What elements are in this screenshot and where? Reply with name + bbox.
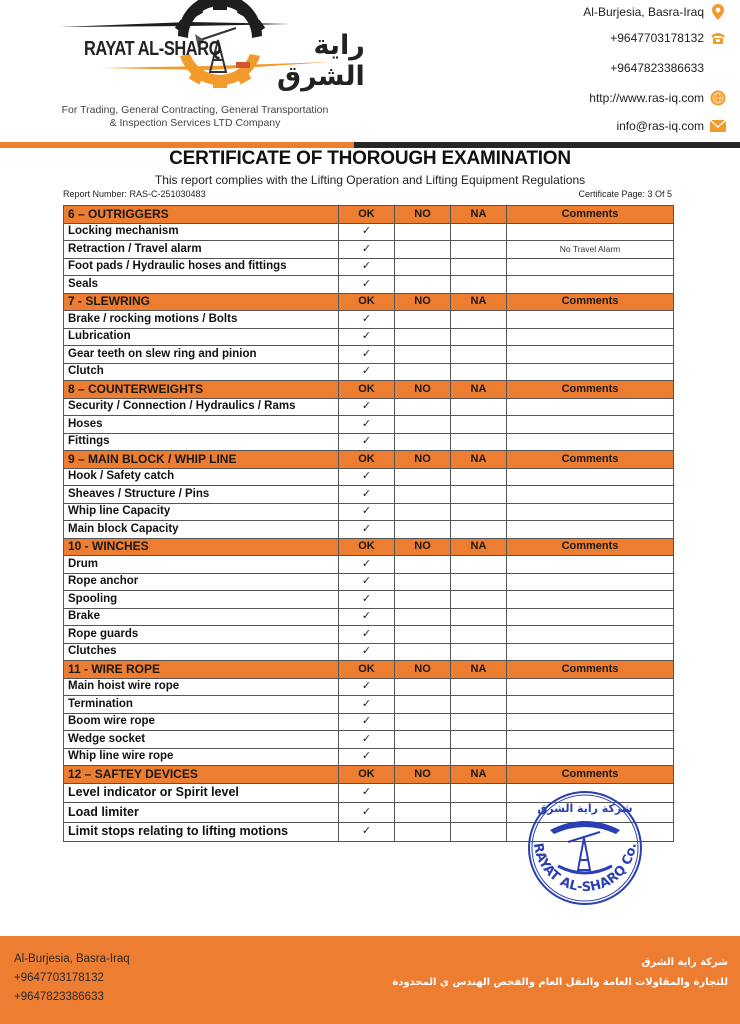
table-row [64,223,674,241]
checkmark-icon: ✓ [361,225,372,238]
ok-cell[interactable] [339,803,395,823]
comment-cell[interactable] [507,696,674,714]
checkmark-icon: ✓ [361,697,372,710]
comment-cell[interactable] [507,276,674,294]
column-header-na: NA [451,206,507,224]
ok-cell[interactable] [339,258,395,276]
column-header-no: NO [395,766,451,784]
na-cell[interactable] [451,573,507,591]
ok-cell[interactable] [339,748,395,766]
inspection-item: Whip line Capacity [64,503,339,521]
comment-cell[interactable] [507,678,674,696]
checkmark-icon: ✓ [361,365,372,378]
location-pin-icon [710,4,726,20]
ok-cell[interactable] [339,521,395,539]
section-header-row [64,538,674,556]
inspection-item: Brake / rocking motions / Bolts [64,311,339,329]
no-cell[interactable] [395,783,451,803]
no-cell[interactable] [395,803,451,823]
no-cell[interactable] [395,748,451,766]
ok-cell[interactable] [339,643,395,661]
no-cell[interactable] [395,608,451,626]
comment-cell[interactable] [507,748,674,766]
column-header-no: NO [395,661,451,679]
ok-cell[interactable] [339,556,395,574]
comment-cell[interactable] [507,626,674,644]
column-header-comments: Comments [507,451,674,469]
contact-address [583,2,726,22]
page-footer [0,936,740,1024]
table-row [64,556,674,574]
column-header-ok: OK [339,766,395,784]
no-cell[interactable] [395,433,451,451]
ok-cell[interactable] [339,486,395,504]
section-title: 10 - WINCHES [64,538,339,556]
no-cell[interactable] [395,822,451,842]
na-cell[interactable] [451,416,507,434]
no-cell[interactable] [395,626,451,644]
na-cell[interactable] [451,486,507,504]
checkmark-icon: ✓ [361,610,372,623]
checkmark-icon: ✓ [361,417,372,430]
inspection-item: Rope guards [64,626,339,644]
no-cell[interactable] [395,276,451,294]
no-cell[interactable] [395,468,451,486]
ok-cell[interactable] [339,783,395,803]
checkmark-icon: ✓ [361,522,372,535]
footer-arabic-line-1: شركة راية الشرق [641,957,728,968]
table-row [64,731,674,749]
ok-cell[interactable] [339,573,395,591]
section-header-row [64,381,674,399]
contact-email[interactable] [616,116,726,136]
inspection-item: Level indicator or Spirit level [64,783,339,803]
column-header-na: NA [451,381,507,399]
no-cell[interactable] [395,346,451,364]
footer-phone-1[interactable]: +9647703178132 [14,972,104,984]
ok-cell[interactable] [339,311,395,329]
no-cell[interactable] [395,643,451,661]
no-cell[interactable] [395,328,451,346]
comment-cell[interactable] [507,521,674,539]
section-title: 12 – SAFTEY DEVICES [64,766,339,784]
inspection-item: Foot pads / Hydraulic hoses and fittings [64,258,339,276]
contact-email-link[interactable]: info@ras-iq.com [616,119,704,133]
column-header-ok: OK [339,206,395,224]
checkmark-icon: ✓ [361,732,372,745]
ok-cell[interactable] [339,398,395,416]
company-tagline [40,104,350,130]
no-cell[interactable] [395,223,451,241]
no-cell[interactable] [395,678,451,696]
footer-arabic-company [392,953,728,993]
section-title: 11 - WIRE ROPE [64,661,339,679]
checkmark-icon: ✓ [361,825,372,838]
checkmark-icon: ✓ [361,627,372,640]
checkmark-icon: ✓ [361,435,372,448]
company-stamp [520,790,650,910]
inspection-item: Main block Capacity [64,521,339,539]
ok-cell[interactable] [339,223,395,241]
tagline-line-2: & Inspection Services LTD Company [109,117,281,129]
section-title: 8 – COUNTERWEIGHTS [64,381,339,399]
na-cell[interactable] [451,803,507,823]
examination-table [63,205,674,842]
column-header-na: NA [451,293,507,311]
column-header-comments: Comments [507,766,674,784]
na-cell[interactable] [451,608,507,626]
checkmark-icon: ✓ [361,592,372,605]
comment-cell[interactable] [507,433,674,451]
column-header-ok: OK [339,381,395,399]
table-row [64,468,674,486]
table-row [64,643,674,661]
na-cell[interactable] [451,696,507,714]
na-cell[interactable] [451,503,507,521]
ok-cell[interactable] [339,468,395,486]
footer-address: Al-Burjesia, Basra-Iraq [14,953,130,965]
contact-phone-2[interactable] [610,58,726,78]
checkmark-icon: ✓ [361,347,372,360]
ok-cell[interactable] [339,346,395,364]
telephone-icon [710,30,726,46]
comment-cell[interactable] [507,258,674,276]
column-header-ok: OK [339,661,395,679]
section-title: 9 – MAIN BLOCK / WHIP LINE [64,451,339,469]
column-header-no: NO [395,451,451,469]
comment-cell[interactable] [507,311,674,329]
checkmark-icon: ✓ [361,260,372,273]
inspection-item: Security / Connection / Hydraulics / Rams [64,398,339,416]
no-cell[interactable] [395,521,451,539]
checkmark-icon: ✓ [361,487,372,500]
page-title: CERTIFICATE OF THOROUGH EXAMINATION [169,148,571,169]
comment-cell[interactable] [507,503,674,521]
no-cell[interactable] [395,503,451,521]
table-row [64,678,674,696]
table-row [64,363,674,381]
no-cell[interactable] [395,241,451,259]
footer-arabic-line-2: للتجارة والمقاولات العامة والنقل العام والفحص الهندس ي المحدودة [392,977,728,988]
na-cell[interactable] [451,731,507,749]
column-header-comments: Comments [507,206,674,224]
na-cell[interactable] [451,276,507,294]
inspection-item: Hook / Safety catch [64,468,339,486]
checkmark-icon: ✓ [361,505,372,518]
table-row [64,433,674,451]
inspection-item: Fittings [64,433,339,451]
comment-cell[interactable] [507,486,674,504]
inspection-item: Seals [64,276,339,294]
inspection-item: Clutch [64,363,339,381]
contact-phone-2-text[interactable]: +9647823386633 [610,61,704,75]
inspection-item: Gear teeth on slew ring and pinion [64,346,339,364]
inspection-item: Drum [64,556,339,574]
table-row [64,328,674,346]
comment-cell[interactable] [507,573,674,591]
stamp-arabic-text: شركة راية الشرق [537,802,633,815]
section-header-row [64,293,674,311]
column-header-comments: Comments [507,661,674,679]
table-row [64,486,674,504]
checkmark-icon: ✓ [361,680,372,693]
table-row [64,608,674,626]
table-row [64,241,674,259]
na-cell[interactable] [451,678,507,696]
table-row [64,416,674,434]
checkmark-icon: ✓ [361,786,372,799]
certificate-page: Certificate Page: 3 Of 5 [578,189,672,199]
no-cell[interactable] [395,398,451,416]
table-row [64,713,674,731]
inspection-item: Boom wire rope [64,713,339,731]
na-cell[interactable] [451,713,507,731]
company-logo [40,0,365,92]
globe-icon [710,90,726,106]
no-cell[interactable] [395,363,451,381]
inspection-item: Retraction / Travel alarm [64,241,339,259]
ok-cell[interactable] [339,433,395,451]
checkmark-icon: ✓ [361,715,372,728]
inspection-item: Whip line wire rope [64,748,339,766]
stamp-english-text: RAYAT AL-SHARQ Co. [529,841,640,896]
checkmark-icon: ✓ [361,330,372,343]
column-header-ok: OK [339,293,395,311]
column-header-comments: Comments [507,293,674,311]
column-header-na: NA [451,766,507,784]
no-cell[interactable] [395,416,451,434]
checkmark-icon: ✓ [361,400,372,413]
column-header-comments: Comments [507,538,674,556]
inspection-item: Brake [64,608,339,626]
footer-contacts [14,950,130,1007]
comment-cell[interactable] [507,556,674,574]
ok-cell[interactable] [339,503,395,521]
table-row [64,521,674,539]
section-header-row [64,451,674,469]
section-title: 6 – OUTRIGGERS [64,206,339,224]
inspection-item: Main hoist wire rope [64,678,339,696]
na-cell[interactable] [451,433,507,451]
checkmark-icon: ✓ [361,750,372,763]
no-cell[interactable] [395,731,451,749]
no-cell[interactable] [395,573,451,591]
table-row [64,591,674,609]
comment-cell[interactable] [507,608,674,626]
comment-cell[interactable] [507,223,674,241]
checkmark-icon: ✓ [361,805,372,818]
table-row [64,311,674,329]
na-cell[interactable] [451,223,507,241]
na-cell[interactable] [451,398,507,416]
comment-cell[interactable] [507,591,674,609]
table-row [64,503,674,521]
na-cell[interactable] [451,643,507,661]
inspection-item: Sheaves / Structure / Pins [64,486,339,504]
na-cell[interactable] [451,626,507,644]
column-header-no: NO [395,293,451,311]
na-cell[interactable] [451,363,507,381]
inspection-item: Hoses [64,416,339,434]
na-cell[interactable] [451,241,507,259]
section-header-row [64,206,674,224]
checkmark-icon: ✓ [361,470,372,483]
contact-address-text: Al-Burjesia, Basra-Iraq [583,5,704,19]
na-cell[interactable] [451,311,507,329]
ok-cell[interactable] [339,241,395,259]
section-header-row [64,661,674,679]
column-header-na: NA [451,538,507,556]
na-cell[interactable] [451,328,507,346]
na-cell[interactable] [451,556,507,574]
report-number: Report Number: RAS-C-251030483 [63,189,206,199]
na-cell[interactable] [451,258,507,276]
inspection-item: Clutches [64,643,339,661]
column-header-comments: Comments [507,381,674,399]
comment-cell[interactable] [507,731,674,749]
ok-cell[interactable] [339,696,395,714]
no-cell[interactable] [395,591,451,609]
section-header-row [64,766,674,784]
table-row [64,398,674,416]
column-header-na: NA [451,661,507,679]
ok-cell[interactable] [339,591,395,609]
no-cell[interactable] [395,713,451,731]
checkmark-icon: ✓ [361,557,372,570]
ok-cell[interactable] [339,276,395,294]
column-header-no: NO [395,381,451,399]
column-header-no: NO [395,538,451,556]
checkmark-icon: ✓ [361,645,372,658]
table-row [64,573,674,591]
ok-cell[interactable] [339,608,395,626]
na-cell[interactable] [451,748,507,766]
ok-cell[interactable] [339,363,395,381]
column-header-no: NO [395,206,451,224]
contact-phone-1-text[interactable]: +9647703178132 [610,31,704,45]
checkmark-icon: ✓ [361,575,372,588]
brand-name-english: RAYAT AL-SHARQ [84,38,222,60]
ok-cell[interactable] [339,713,395,731]
no-cell[interactable] [395,696,451,714]
comment-cell[interactable] [507,416,674,434]
stamp-seal-icon [520,790,650,910]
inspection-item: Limit stops relating to lifting motions [64,822,339,842]
section-title: 7 - SLEWRING [64,293,339,311]
no-cell[interactable] [395,486,451,504]
table-row [64,346,674,364]
no-cell[interactable] [395,556,451,574]
table-row [64,748,674,766]
inspection-item: Lubrication [64,328,339,346]
inspection-item: Load limiter [64,803,339,823]
inspection-item: Wedge socket [64,731,339,749]
comment-cell[interactable] [507,468,674,486]
table-row [64,258,674,276]
brand-name-arabic: راية الشرق [277,30,365,92]
tagline-line-1: For Trading, General Contracting, General Transportation [61,104,329,116]
footer-phone-2[interactable]: +9647823386633 [14,991,104,1003]
na-cell[interactable] [451,521,507,539]
inspection-item: Spooling [64,591,339,609]
ok-cell[interactable] [339,626,395,644]
inspection-item: Locking mechanism [64,223,339,241]
ok-cell[interactable] [339,731,395,749]
contact-website-link[interactable]: http://www.ras-iq.com [589,91,704,105]
table-row [64,276,674,294]
column-header-ok: OK [339,538,395,556]
ok-cell[interactable] [339,416,395,434]
contact-website[interactable] [589,88,726,108]
contact-phone-1[interactable] [610,28,726,48]
comment-cell[interactable] [507,713,674,731]
comment-cell[interactable]: No Travel Alarm [507,241,674,259]
no-cell[interactable] [395,311,451,329]
column-header-ok: OK [339,451,395,469]
comment-cell[interactable] [507,346,674,364]
page-subtitle: This report complies with the Lifting Operation and Lifting Equipment Regulations [154,173,586,187]
no-cell[interactable] [395,258,451,276]
table-row [64,626,674,644]
inspection-item: Termination [64,696,339,714]
comment-cell[interactable] [507,363,674,381]
inspection-item: Rope anchor [64,573,339,591]
na-cell[interactable] [451,783,507,803]
comment-cell[interactable] [507,398,674,416]
contact-icon-spacer [710,60,726,76]
na-cell[interactable] [451,822,507,842]
ok-cell[interactable] [339,678,395,696]
checkmark-icon: ✓ [361,312,372,325]
checkmark-icon: ✓ [361,242,372,255]
ok-cell[interactable] [339,328,395,346]
comment-cell[interactable] [507,643,674,661]
envelope-icon [710,118,726,134]
comment-cell[interactable] [507,328,674,346]
checkmark-icon: ✓ [361,277,372,290]
na-cell[interactable] [451,591,507,609]
table-row [64,696,674,714]
ok-cell[interactable] [339,822,395,842]
svg-text:RAYAT AL-SHARQ Co. [530,842,640,895]
na-cell[interactable] [451,346,507,364]
na-cell[interactable] [451,468,507,486]
column-header-na: NA [451,451,507,469]
